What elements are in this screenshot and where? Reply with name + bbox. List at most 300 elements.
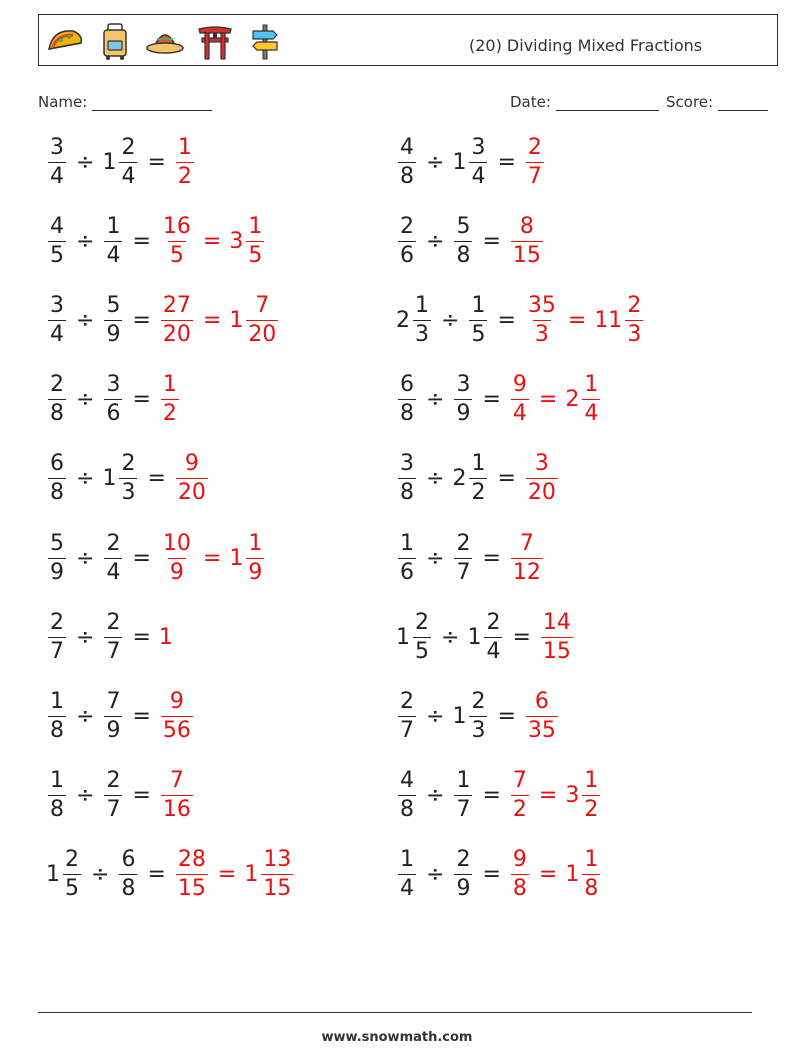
fraction-stack <box>511 374 529 425</box>
numerator: 6 <box>400 372 414 398</box>
fraction <box>524 292 560 347</box>
divide-operator: ÷ <box>426 703 445 729</box>
denominator: 20 <box>248 321 277 347</box>
fraction-stack <box>48 134 66 189</box>
numerator: 13 <box>263 847 292 873</box>
numerator: 7 <box>512 768 527 794</box>
denominator: 15 <box>512 242 541 268</box>
whole-part: 1 <box>244 862 259 888</box>
whole-part: 2 <box>452 466 467 492</box>
answer <box>159 374 181 425</box>
fraction-stack <box>526 688 558 743</box>
numerator: 6 <box>121 847 136 873</box>
header-icons <box>45 21 285 61</box>
denominator: 5 <box>415 638 429 664</box>
fraction <box>159 374 181 425</box>
denominator: 9 <box>456 401 471 427</box>
fraction-stack <box>261 849 293 900</box>
mixed-number <box>594 292 645 347</box>
date-field[interactable] <box>510 93 659 111</box>
fraction-stack <box>161 530 193 585</box>
fraction <box>396 374 418 425</box>
fraction <box>102 213 124 268</box>
problem-row <box>46 684 195 748</box>
divide-operator: ÷ <box>426 149 445 175</box>
fraction-stack <box>582 849 600 900</box>
fraction <box>509 530 545 585</box>
denominator: 8 <box>50 480 64 506</box>
numerator: 2 <box>65 847 79 873</box>
fraction <box>539 609 575 664</box>
fraction-stack <box>119 849 137 900</box>
fraction <box>396 213 418 268</box>
denominator: 8 <box>512 876 527 902</box>
equals-operator: = <box>538 387 558 413</box>
fraction-stack <box>511 849 529 900</box>
fraction-stack <box>48 453 66 504</box>
fraction-stack <box>469 292 487 347</box>
numerator: 6 <box>50 451 64 477</box>
fraction-stack <box>161 770 193 821</box>
fraction-stack <box>398 453 416 504</box>
fraction-stack <box>413 292 431 347</box>
fraction-stack <box>398 849 416 900</box>
divide-operator: ÷ <box>76 466 95 492</box>
fraction-stack <box>48 374 66 425</box>
answer <box>159 770 195 821</box>
whole-part: 1 <box>102 466 117 492</box>
numerator: 4 <box>50 213 64 239</box>
fraction-stack <box>119 134 137 189</box>
problem-row <box>396 605 575 669</box>
numerator: 1 <box>248 530 263 556</box>
problem-row <box>46 447 210 511</box>
name-blank[interactable] <box>92 96 212 111</box>
mixed-number <box>102 453 139 504</box>
mixed-number <box>452 688 489 743</box>
numerator: 7 <box>519 530 534 556</box>
denominator: 7 <box>106 797 121 823</box>
fraction <box>46 688 68 743</box>
numerator: 1 <box>248 213 263 239</box>
numerator: 4 <box>400 768 414 794</box>
equals-operator: = <box>132 228 151 254</box>
answer <box>174 849 295 900</box>
fraction-stack <box>176 849 208 900</box>
fraction-stack <box>104 374 122 425</box>
divide-operator: ÷ <box>76 783 95 809</box>
problem-row <box>46 288 280 352</box>
mixed-number <box>396 609 433 664</box>
problem-row <box>46 605 173 669</box>
numerator: 3 <box>50 134 64 160</box>
fraction-stack <box>511 530 543 585</box>
numerator: 3 <box>456 372 471 398</box>
whole-part: 3 <box>229 228 244 254</box>
fraction <box>452 213 474 268</box>
denominator: 20 <box>177 480 206 506</box>
fraction-stack <box>104 770 122 821</box>
numerator: 9 <box>169 688 184 714</box>
equals-operator: = <box>132 307 151 333</box>
answer <box>159 625 173 650</box>
numerator: 10 <box>162 530 191 556</box>
fraction <box>46 374 68 425</box>
fraction <box>396 530 418 585</box>
numerator: 6 <box>534 688 549 714</box>
fraction-stack <box>526 453 558 504</box>
problem-row <box>46 526 266 590</box>
fraction-stack <box>469 453 487 504</box>
fraction <box>467 292 489 347</box>
denominator: 5 <box>50 242 64 268</box>
divide-operator: ÷ <box>426 387 445 413</box>
fraction-stack <box>48 688 66 743</box>
whole-part: 1 <box>565 862 580 888</box>
denominator: 9 <box>106 717 121 743</box>
denominator: 4 <box>106 242 121 268</box>
fraction <box>174 849 210 900</box>
problem-row <box>396 684 560 748</box>
answer <box>524 688 560 743</box>
numerator: 14 <box>542 609 571 635</box>
equals-operator: = <box>567 307 587 333</box>
fraction <box>46 453 68 504</box>
denominator: 4 <box>471 163 486 189</box>
numerator: 1 <box>106 213 121 239</box>
answer <box>524 453 560 504</box>
fraction-stack <box>398 134 416 189</box>
answer <box>509 213 545 268</box>
fraction <box>452 770 474 821</box>
divide-operator: ÷ <box>91 862 110 888</box>
numerator: 3 <box>534 451 549 477</box>
denominator: 7 <box>400 717 414 743</box>
denominator: 4 <box>50 321 64 347</box>
mixed-number <box>467 609 504 664</box>
denominator: 16 <box>162 797 191 823</box>
denominator: 5 <box>471 321 486 347</box>
whole-part: 1 <box>396 624 410 650</box>
fraction-stack <box>398 770 416 821</box>
fraction <box>159 530 195 585</box>
fraction-stack <box>454 374 472 425</box>
denominator: 4 <box>106 559 121 585</box>
fraction-stack <box>454 530 472 585</box>
fraction-stack <box>104 688 122 743</box>
denominator: 2 <box>471 480 486 506</box>
fraction-stack <box>48 770 66 821</box>
numerator: 2 <box>627 292 642 318</box>
fraction-stack <box>48 530 66 585</box>
fraction-stack <box>413 609 431 664</box>
denominator: 6 <box>400 559 414 585</box>
denominator: 4 <box>121 163 136 189</box>
numerator: 1 <box>456 768 471 794</box>
whole-part: 3 <box>565 783 580 809</box>
fraction-stack <box>104 213 122 268</box>
numerator: 2 <box>486 609 501 635</box>
denominator: 7 <box>106 638 121 664</box>
divide-operator: ÷ <box>76 228 95 254</box>
fraction <box>452 530 474 585</box>
numerator: 2 <box>456 530 471 556</box>
denominator: 8 <box>400 401 414 427</box>
divide-operator: ÷ <box>76 307 95 333</box>
fraction <box>46 770 68 821</box>
numerator: 2 <box>121 451 136 477</box>
problem-row <box>46 130 196 194</box>
fraction-stack <box>246 213 264 268</box>
equals-operator: = <box>147 862 166 888</box>
whole-part: 1 <box>467 624 482 650</box>
fraction <box>46 213 68 268</box>
fraction-stack <box>454 849 472 900</box>
answer <box>159 292 280 347</box>
fraction <box>102 292 124 347</box>
mixed-number <box>229 213 266 268</box>
equals-operator: = <box>202 307 222 333</box>
whole-part: 1 <box>46 862 60 888</box>
equals-operator: = <box>538 783 558 809</box>
numerator: 2 <box>471 688 486 714</box>
fraction <box>452 374 474 425</box>
fraction-stack <box>625 292 643 347</box>
numerator: 16 <box>162 213 191 239</box>
denominator: 3 <box>471 717 486 743</box>
numerator: 1 <box>50 688 64 714</box>
numerator: 1 <box>400 530 414 556</box>
denominator: 2 <box>584 797 599 823</box>
score-blank[interactable] <box>718 96 768 111</box>
denominator: 5 <box>248 242 263 268</box>
mixed-number <box>452 134 489 189</box>
denominator: 15 <box>263 876 292 902</box>
numerator: 1 <box>471 451 486 477</box>
denominator: 7 <box>527 163 542 189</box>
worksheet-header <box>38 14 778 66</box>
fraction-stack <box>484 609 502 664</box>
equals-operator: = <box>132 783 151 809</box>
whole-part: 1 <box>102 149 117 175</box>
score-label: Score: <box>666 93 714 111</box>
equals-operator: = <box>482 783 501 809</box>
fraction-stack <box>161 213 193 268</box>
footer-url: www.snowmath.com <box>321 1030 473 1045</box>
numerator: 3 <box>471 134 486 160</box>
numerator: 2 <box>106 609 121 635</box>
problem-row <box>396 130 546 194</box>
numerator: 8 <box>519 213 534 239</box>
denominator: 8 <box>50 717 64 743</box>
problem-row <box>396 288 645 352</box>
denominator: 35 <box>527 717 556 743</box>
fraction <box>102 609 124 664</box>
answer <box>159 530 266 585</box>
fraction-stack <box>511 213 543 268</box>
fraction-stack <box>511 770 529 821</box>
denominator: 7 <box>50 638 64 664</box>
fraction <box>174 134 196 189</box>
denominator: 20 <box>162 321 191 347</box>
problem-row <box>46 764 195 828</box>
fraction <box>452 849 474 900</box>
problem-row <box>396 526 545 590</box>
fraction-stack <box>526 292 558 347</box>
date-blank[interactable] <box>556 96 659 111</box>
answer <box>524 292 645 347</box>
score-field[interactable] <box>666 93 768 111</box>
problem-row <box>46 368 181 432</box>
fraction-stack <box>246 530 264 585</box>
mixed-number <box>565 849 602 900</box>
mixed-number <box>452 453 489 504</box>
fraction <box>102 770 124 821</box>
numerator: 9 <box>512 372 527 398</box>
divide-operator: ÷ <box>441 307 460 333</box>
divide-operator: ÷ <box>426 783 445 809</box>
mixed-number <box>102 134 139 189</box>
equals-operator: = <box>512 624 531 650</box>
whole-part: 1 <box>452 149 467 175</box>
answer <box>159 213 266 268</box>
denominator: 4 <box>512 401 527 427</box>
equals-operator: = <box>497 307 516 333</box>
fraction-stack <box>161 374 179 425</box>
numerator: 2 <box>415 609 429 635</box>
denominator: 56 <box>162 717 191 743</box>
fraction <box>396 688 418 743</box>
denominator: 9 <box>50 559 64 585</box>
divide-operator: ÷ <box>426 228 445 254</box>
fraction <box>524 453 560 504</box>
name-field[interactable] <box>38 93 212 111</box>
signpost-icon <box>245 21 285 61</box>
answer <box>509 374 602 425</box>
denominator: 4 <box>400 876 414 902</box>
fraction <box>159 213 195 268</box>
fraction-stack <box>104 530 122 585</box>
footer-divider <box>38 1012 752 1013</box>
numerator: 5 <box>106 292 121 318</box>
denominator: 4 <box>584 401 599 427</box>
problem-row <box>46 209 266 273</box>
fraction-stack <box>176 134 194 189</box>
fraction-stack <box>582 770 600 821</box>
mixed-number <box>229 530 266 585</box>
torii-gate-icon <box>195 21 235 61</box>
equals-operator: = <box>147 149 166 175</box>
fraction <box>46 292 68 347</box>
answer <box>509 770 602 821</box>
name-label: Name: <box>38 93 88 111</box>
numerator: 3 <box>400 451 414 477</box>
fraction <box>396 770 418 821</box>
denominator: 9 <box>456 876 471 902</box>
numerator: 5 <box>456 213 471 239</box>
numerator: 35 <box>527 292 556 318</box>
mixed-number <box>229 292 280 347</box>
denominator: 3 <box>121 480 136 506</box>
denominator: 4 <box>50 163 64 189</box>
fraction-stack <box>541 609 573 664</box>
denominator: 8 <box>50 401 64 427</box>
worksheet-title: (20) Dividing Mixed Fractions <box>469 36 703 55</box>
denominator: 7 <box>456 797 471 823</box>
fraction <box>117 849 139 900</box>
numerator: 1 <box>415 292 429 318</box>
answer <box>174 134 196 189</box>
whole-part: 11 <box>594 307 623 333</box>
mixed-number <box>244 849 295 900</box>
answer <box>524 134 546 189</box>
mixed-number <box>396 292 433 347</box>
equals-operator: = <box>482 545 501 571</box>
fraction <box>46 134 68 189</box>
equals-operator: = <box>482 387 501 413</box>
denominator: 5 <box>65 876 79 902</box>
fraction-stack <box>398 374 416 425</box>
divide-operator: ÷ <box>76 703 95 729</box>
equals-operator: = <box>482 862 501 888</box>
numerator: 1 <box>162 372 177 398</box>
problem-row <box>396 447 560 511</box>
fraction <box>46 609 68 664</box>
denominator: 8 <box>400 163 414 189</box>
fraction <box>396 453 418 504</box>
numerator: 1 <box>177 134 192 160</box>
numerator: 1 <box>471 292 486 318</box>
equals-operator: = <box>482 228 501 254</box>
equals-operator: = <box>132 387 151 413</box>
denominator: 2 <box>177 163 192 189</box>
suitcase-icon <box>95 21 135 61</box>
fraction <box>396 134 418 189</box>
numerator: 2 <box>456 847 471 873</box>
divide-operator: ÷ <box>76 624 95 650</box>
problem-row <box>46 843 295 907</box>
fraction <box>159 292 195 347</box>
denominator: 9 <box>169 559 184 585</box>
mixed-number <box>46 849 83 900</box>
fraction <box>509 849 531 900</box>
numerator: 7 <box>169 768 184 794</box>
denominator: 20 <box>527 480 556 506</box>
mixed-number <box>565 374 602 425</box>
denominator: 7 <box>456 559 471 585</box>
fraction-stack <box>63 849 81 900</box>
denominator: 15 <box>542 638 571 664</box>
denominator: 12 <box>512 559 541 585</box>
fraction-stack <box>119 453 137 504</box>
numerator: 7 <box>106 688 121 714</box>
fraction <box>102 688 124 743</box>
numerator: 1 <box>584 372 599 398</box>
denominator: 8 <box>50 797 64 823</box>
numerator: 1 <box>584 768 599 794</box>
fraction-stack <box>469 688 487 743</box>
date-label: Date: <box>510 93 551 111</box>
divide-operator: ÷ <box>426 545 445 571</box>
problem-row <box>396 209 545 273</box>
denominator: 8 <box>121 876 136 902</box>
fraction <box>509 213 545 268</box>
fraction-stack <box>398 213 416 268</box>
fraction <box>102 530 124 585</box>
problem-row <box>396 764 602 828</box>
divide-operator: ÷ <box>426 466 445 492</box>
mixed-number <box>565 770 602 821</box>
